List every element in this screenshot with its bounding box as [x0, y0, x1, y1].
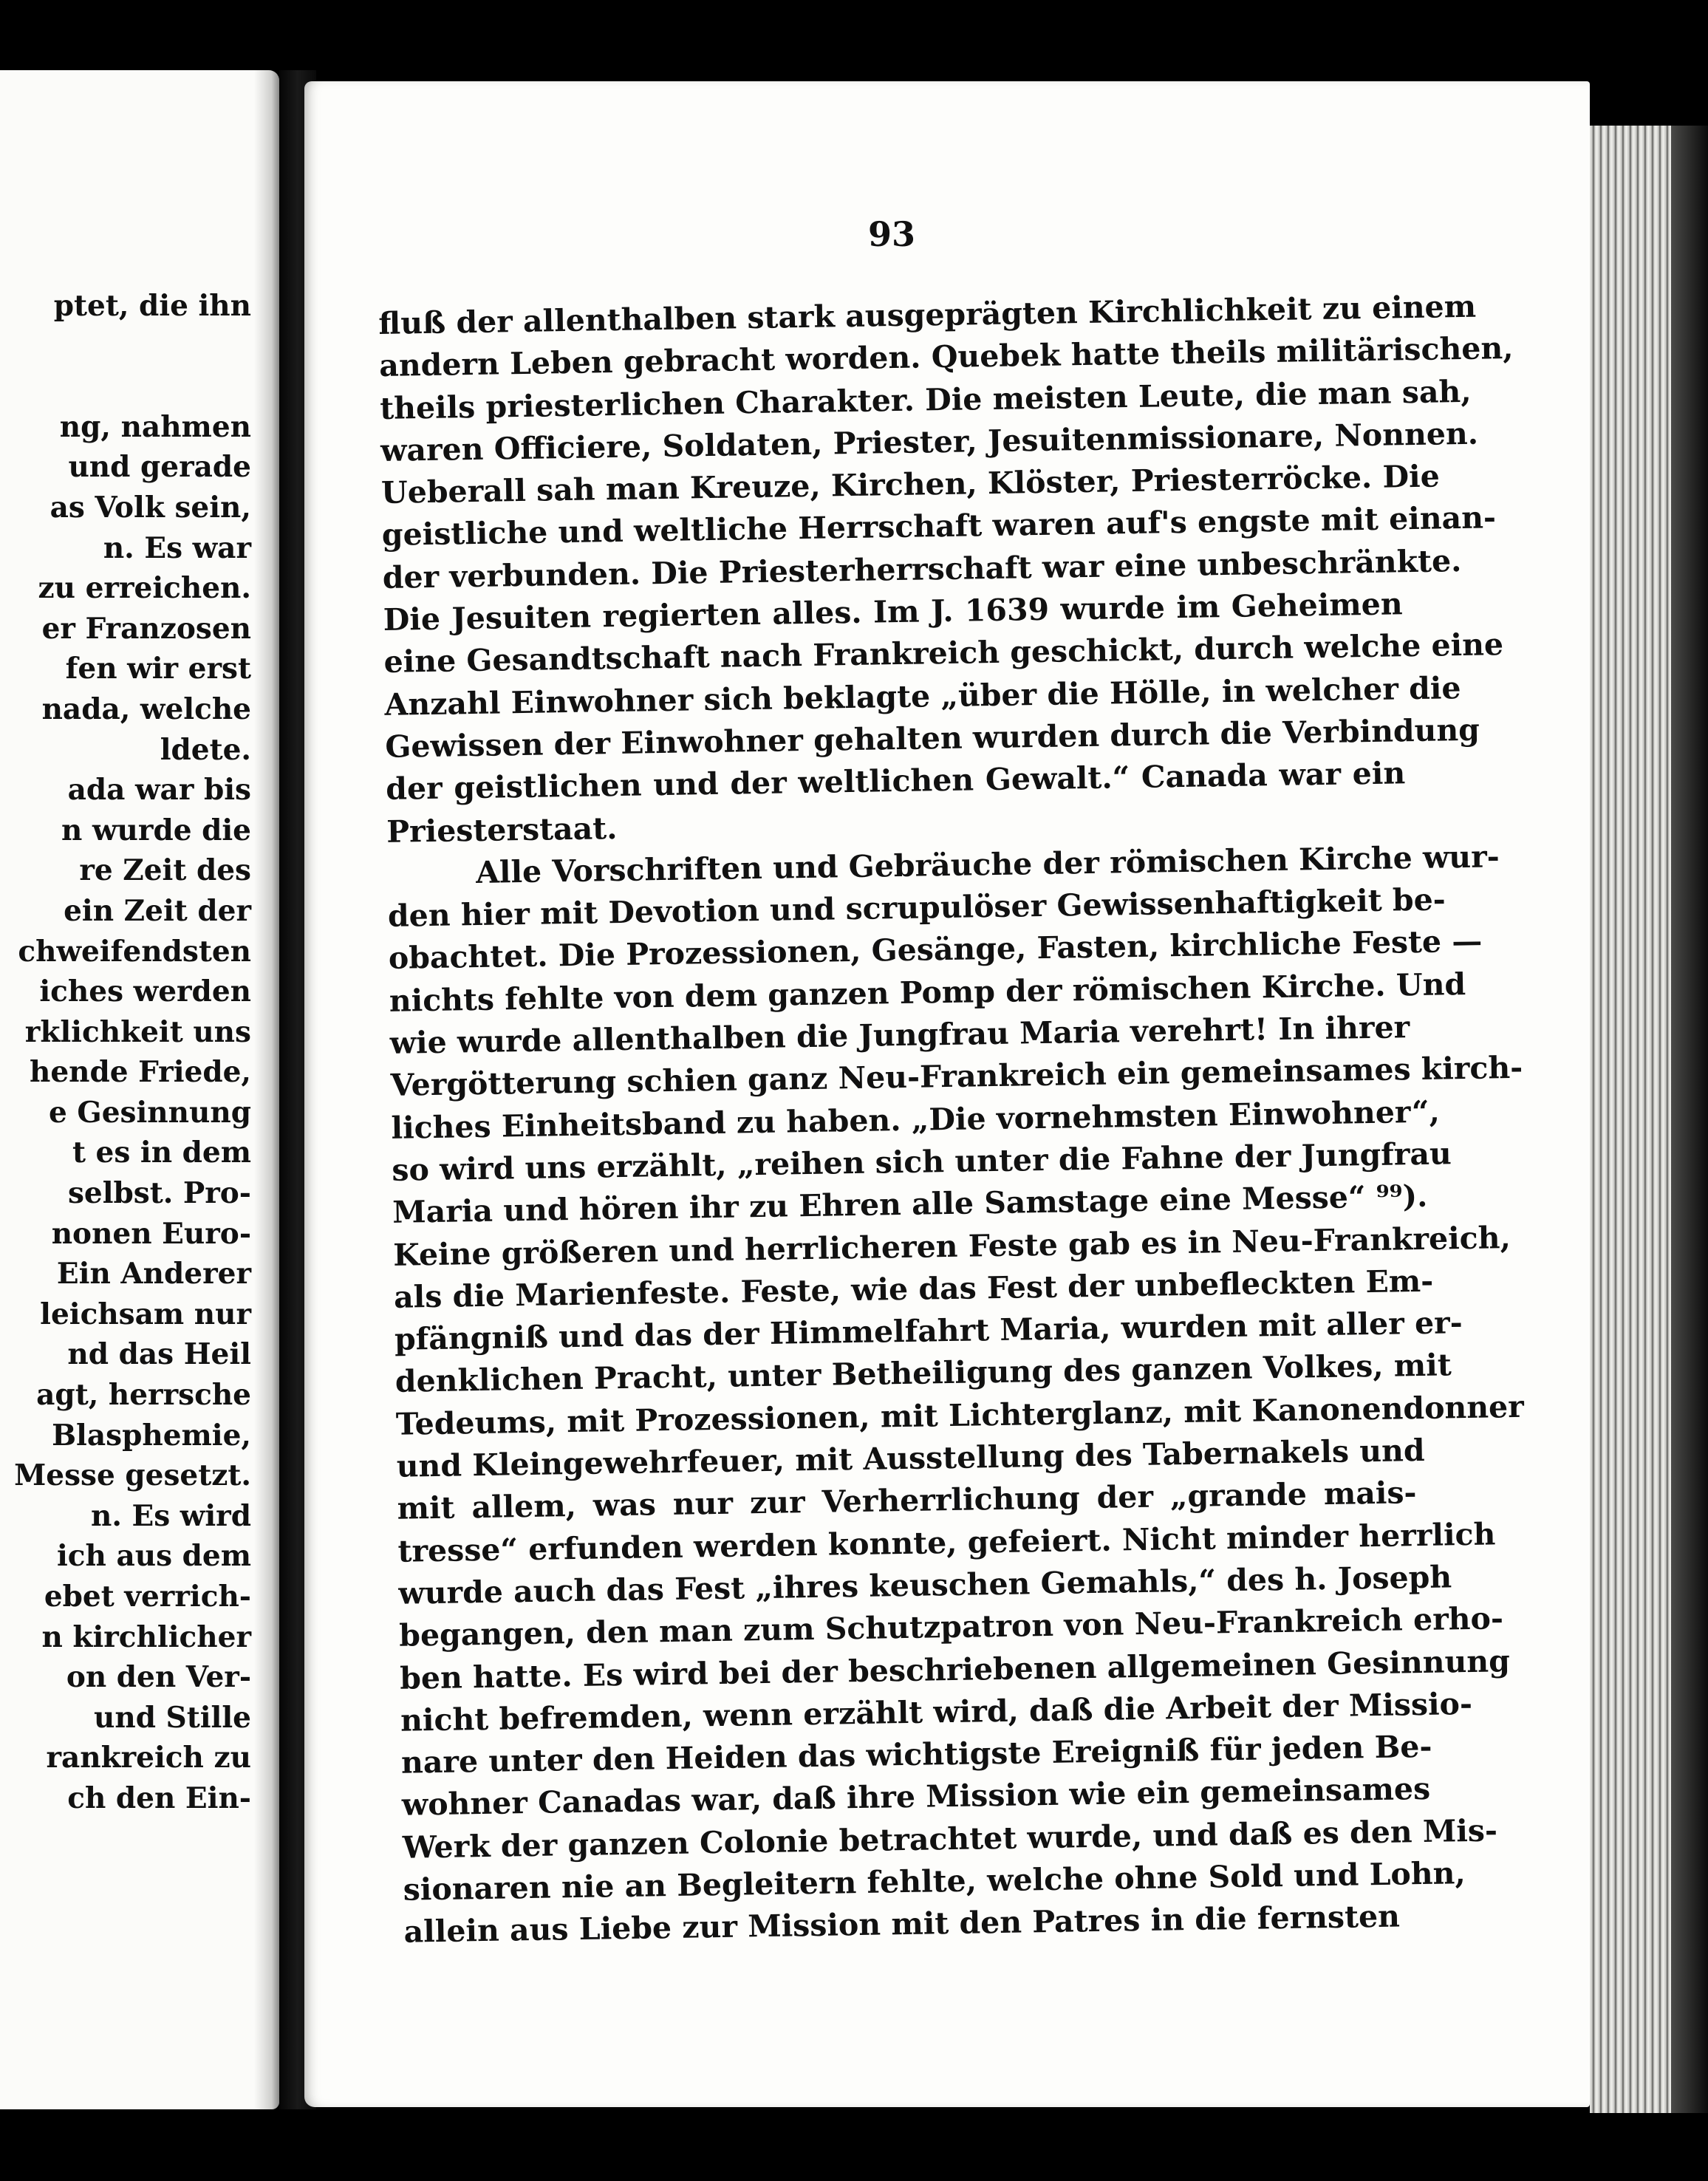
- text-line: obachtet. Die Prozessionen, Gesänge, Fasten, kirchliche Feste —: [388, 924, 1483, 977]
- left-page-line: ein Zeit der: [64, 893, 251, 928]
- text-line: Gewissen der Einwohner gehalten wurden durch die Verbindung: [385, 711, 1480, 765]
- text-line: Tedeums, mit Prozessionen, mit Lichterglanz, mit Kanonendonner: [395, 1388, 1525, 1442]
- text-line: so wird uns erzählt, „reihen sich unter die Fahne der Jungfrau: [392, 1136, 1452, 1188]
- text-line: Die Jesuiten regierten alles. Im J. 1639 wurde im Geheimen: [383, 586, 1403, 638]
- left-page-line: er Franzosen: [41, 611, 251, 646]
- paragraph: [387, 837, 1525, 1953]
- text-line: liches Einheitsband zu haben. „Die vornehmsten Einwohner“,: [391, 1093, 1441, 1146]
- text-line: Priesterstaat.: [386, 810, 618, 850]
- left-page-line: nada, welche: [41, 692, 251, 726]
- text-line: tresse“ erfunden werden konnte, gefeiert. Nicht minder herrlich: [397, 1516, 1496, 1569]
- text-line: geistliche und weltliche Herrschaft waren auf's engste mit einan-: [381, 499, 1497, 553]
- text-line: nare unter den Heiden das wichtigste Ereigniß für jeden Be-: [400, 1728, 1432, 1781]
- text-line: wurde auch das Fest „ihres keuschen Gemahls,“ des h. Joseph: [398, 1559, 1452, 1611]
- left-page-line: Ein Anderer: [56, 1257, 251, 1291]
- text-line: sionaren nie an Begleitern fehlte, welche ohne Sold und Lohn,: [403, 1855, 1466, 1908]
- text-line: nicht befremden, wenn erzählt wird, daß die Arbeit der Missio-: [400, 1685, 1473, 1738]
- left-page-line: und gerade: [68, 450, 251, 485]
- text-line: den hier mit Devotion und scrupulöser Gewissenhaftigkeit be-: [387, 881, 1446, 935]
- left-page-line: ada war bis: [67, 773, 251, 808]
- left-page-line: ebet verrich-: [44, 1580, 251, 1614]
- text-line: wie wurde allenthalben die Jungfrau Maria verehrt! In ihrer: [389, 1009, 1410, 1061]
- left-page-line: n. Es war: [103, 530, 251, 565]
- left-page-line: iches werden: [39, 975, 251, 1009]
- text-line: waren Officiere, Soldaten, Priester, Jesuitenmissionare, Nonnen.: [380, 415, 1479, 468]
- left-page-line: n wurde die: [61, 813, 251, 847]
- text-line: begangen, den man zum Schutzpatron von Neu-Frankreich erho-: [398, 1600, 1504, 1653]
- left-page-line: rklichkeit uns: [24, 1014, 251, 1049]
- paragraph: [378, 287, 1514, 853]
- left-page-line: rankreich zu: [46, 1741, 251, 1775]
- text-line: Anzahl Einwohner sich beklagte „über die Hölle, in welcher die: [384, 669, 1461, 723]
- text-line: fluß der allenthalben stark ausgeprägten Kirchlichkeit zu einem: [378, 288, 1477, 341]
- left-page-line: nd das Heil: [67, 1337, 251, 1372]
- text-line: Alle Vorschriften und Gebräuche der römischen Kirche wur-: [475, 839, 1500, 890]
- left-page-line: re Zeit des: [79, 853, 251, 888]
- left-page-line: und Stille: [94, 1700, 251, 1735]
- text-line: mit allem, was nur zur Verherrlichung der „grande mais-: [397, 1475, 1417, 1527]
- text-line: ben hatte. Es wird bei der beschriebenen allgemeinen Gesinnung: [399, 1642, 1511, 1696]
- left-page-line: zu erreichen.: [38, 571, 251, 606]
- text-line: theils priesterlichen Charakter. Die meisten Leute, die man sah,: [379, 373, 1472, 426]
- left-page-line: n kirchlicher: [41, 1619, 251, 1654]
- left-page-line: ptet, die ihn: [53, 289, 251, 323]
- left-page-line: ich aus dem: [56, 1539, 251, 1574]
- left-page-line: fen wir erst: [65, 652, 251, 686]
- text-line: andern Leben gebracht worden. Quebek hatte theils militärischen,: [378, 330, 1514, 384]
- left-page-line: selbst. Pro-: [67, 1176, 251, 1211]
- left-page-line: Blasphemie,: [52, 1418, 251, 1453]
- right-page: [304, 81, 1590, 2107]
- text-line: wohner Canadas war, daß ihre Mission wie ein gemeinsames: [401, 1771, 1431, 1823]
- text-line: und Kleingewehrfeuer, mit Ausstellung des Tabernakels und: [396, 1432, 1425, 1484]
- text-line: Keine größeren und herrlicheren Feste gab es in Neu-Frankreich,: [392, 1219, 1511, 1273]
- page-fold-shadow: [254, 70, 279, 2109]
- text-line: pfängniß und das der Himmelfahrt Maria, wurden mit aller er-: [394, 1305, 1463, 1357]
- text-line: Vergötterung schien ganz Neu-Frankreich ein gemeinsames kirch-: [390, 1050, 1523, 1104]
- left-page-line: Messe gesetzt.: [14, 1458, 251, 1493]
- left-page-line: leichsam nur: [40, 1297, 251, 1331]
- left-page-line: nonen Euro-: [51, 1216, 251, 1251]
- text-line: Maria und hören ihr zu Ehren alle Samstage eine Messe“ ⁹⁹).: [392, 1178, 1428, 1231]
- left-page: [0, 70, 279, 2109]
- book-edge-shadow: [1671, 126, 1708, 2113]
- left-page-line: chweifendsten: [18, 934, 251, 969]
- left-page-line: ch den Ein-: [67, 1781, 251, 1815]
- text-line: allein aus Liebe zur Mission mit den Patres in die fernsten: [403, 1898, 1401, 1950]
- text-line: der verbunden. Die Priesterherrschaft war eine unbeschränkte.: [382, 542, 1462, 595]
- left-page-line: t es in dem: [72, 1136, 251, 1170]
- page-number: 93: [867, 214, 915, 254]
- text-line: als die Marienfeste. Feste, wie das Fest der unbefleckten Em-: [393, 1263, 1434, 1315]
- left-page-line: agt, herrsche: [36, 1378, 251, 1413]
- left-page-line: [0, 366, 251, 407]
- left-page-text: [0, 286, 251, 1819]
- text-line: eine Gesandtschaft nach Frankreich geschickt, durch welche eine: [383, 627, 1504, 680]
- left-page-line: ng, nahmen: [59, 409, 251, 444]
- text-line: nichts fehlte von dem ganzen Pomp der römischen Kirche. Und: [389, 966, 1466, 1019]
- left-page-line: on den Ver-: [66, 1660, 251, 1695]
- page-body-text: [378, 287, 1525, 1953]
- text-line: denklichen Pracht, unter Betheiligung des ganzen Volkes, mit: [394, 1347, 1452, 1400]
- left-page-line: n. Es wird: [91, 1498, 251, 1533]
- left-page-line: [0, 327, 251, 367]
- left-page-line: e Gesinnung: [49, 1095, 251, 1130]
- left-page-line: as Volk sein,: [49, 490, 251, 525]
- page-edges: [1590, 126, 1671, 2113]
- text-line: der geistlichen und der weltlichen Gewalt.“ Canada war ein: [385, 755, 1406, 808]
- left-page-line: hende Friede,: [29, 1055, 251, 1090]
- text-line: Werk der ganzen Colonie betrachtet wurde, und daß es den Mis-: [402, 1812, 1498, 1866]
- text-line: Ueberall sah man Kreuze, Kirchen, Klöster, Priesterröcke. Die: [380, 458, 1441, 511]
- left-page-line: ldete.: [160, 732, 251, 767]
